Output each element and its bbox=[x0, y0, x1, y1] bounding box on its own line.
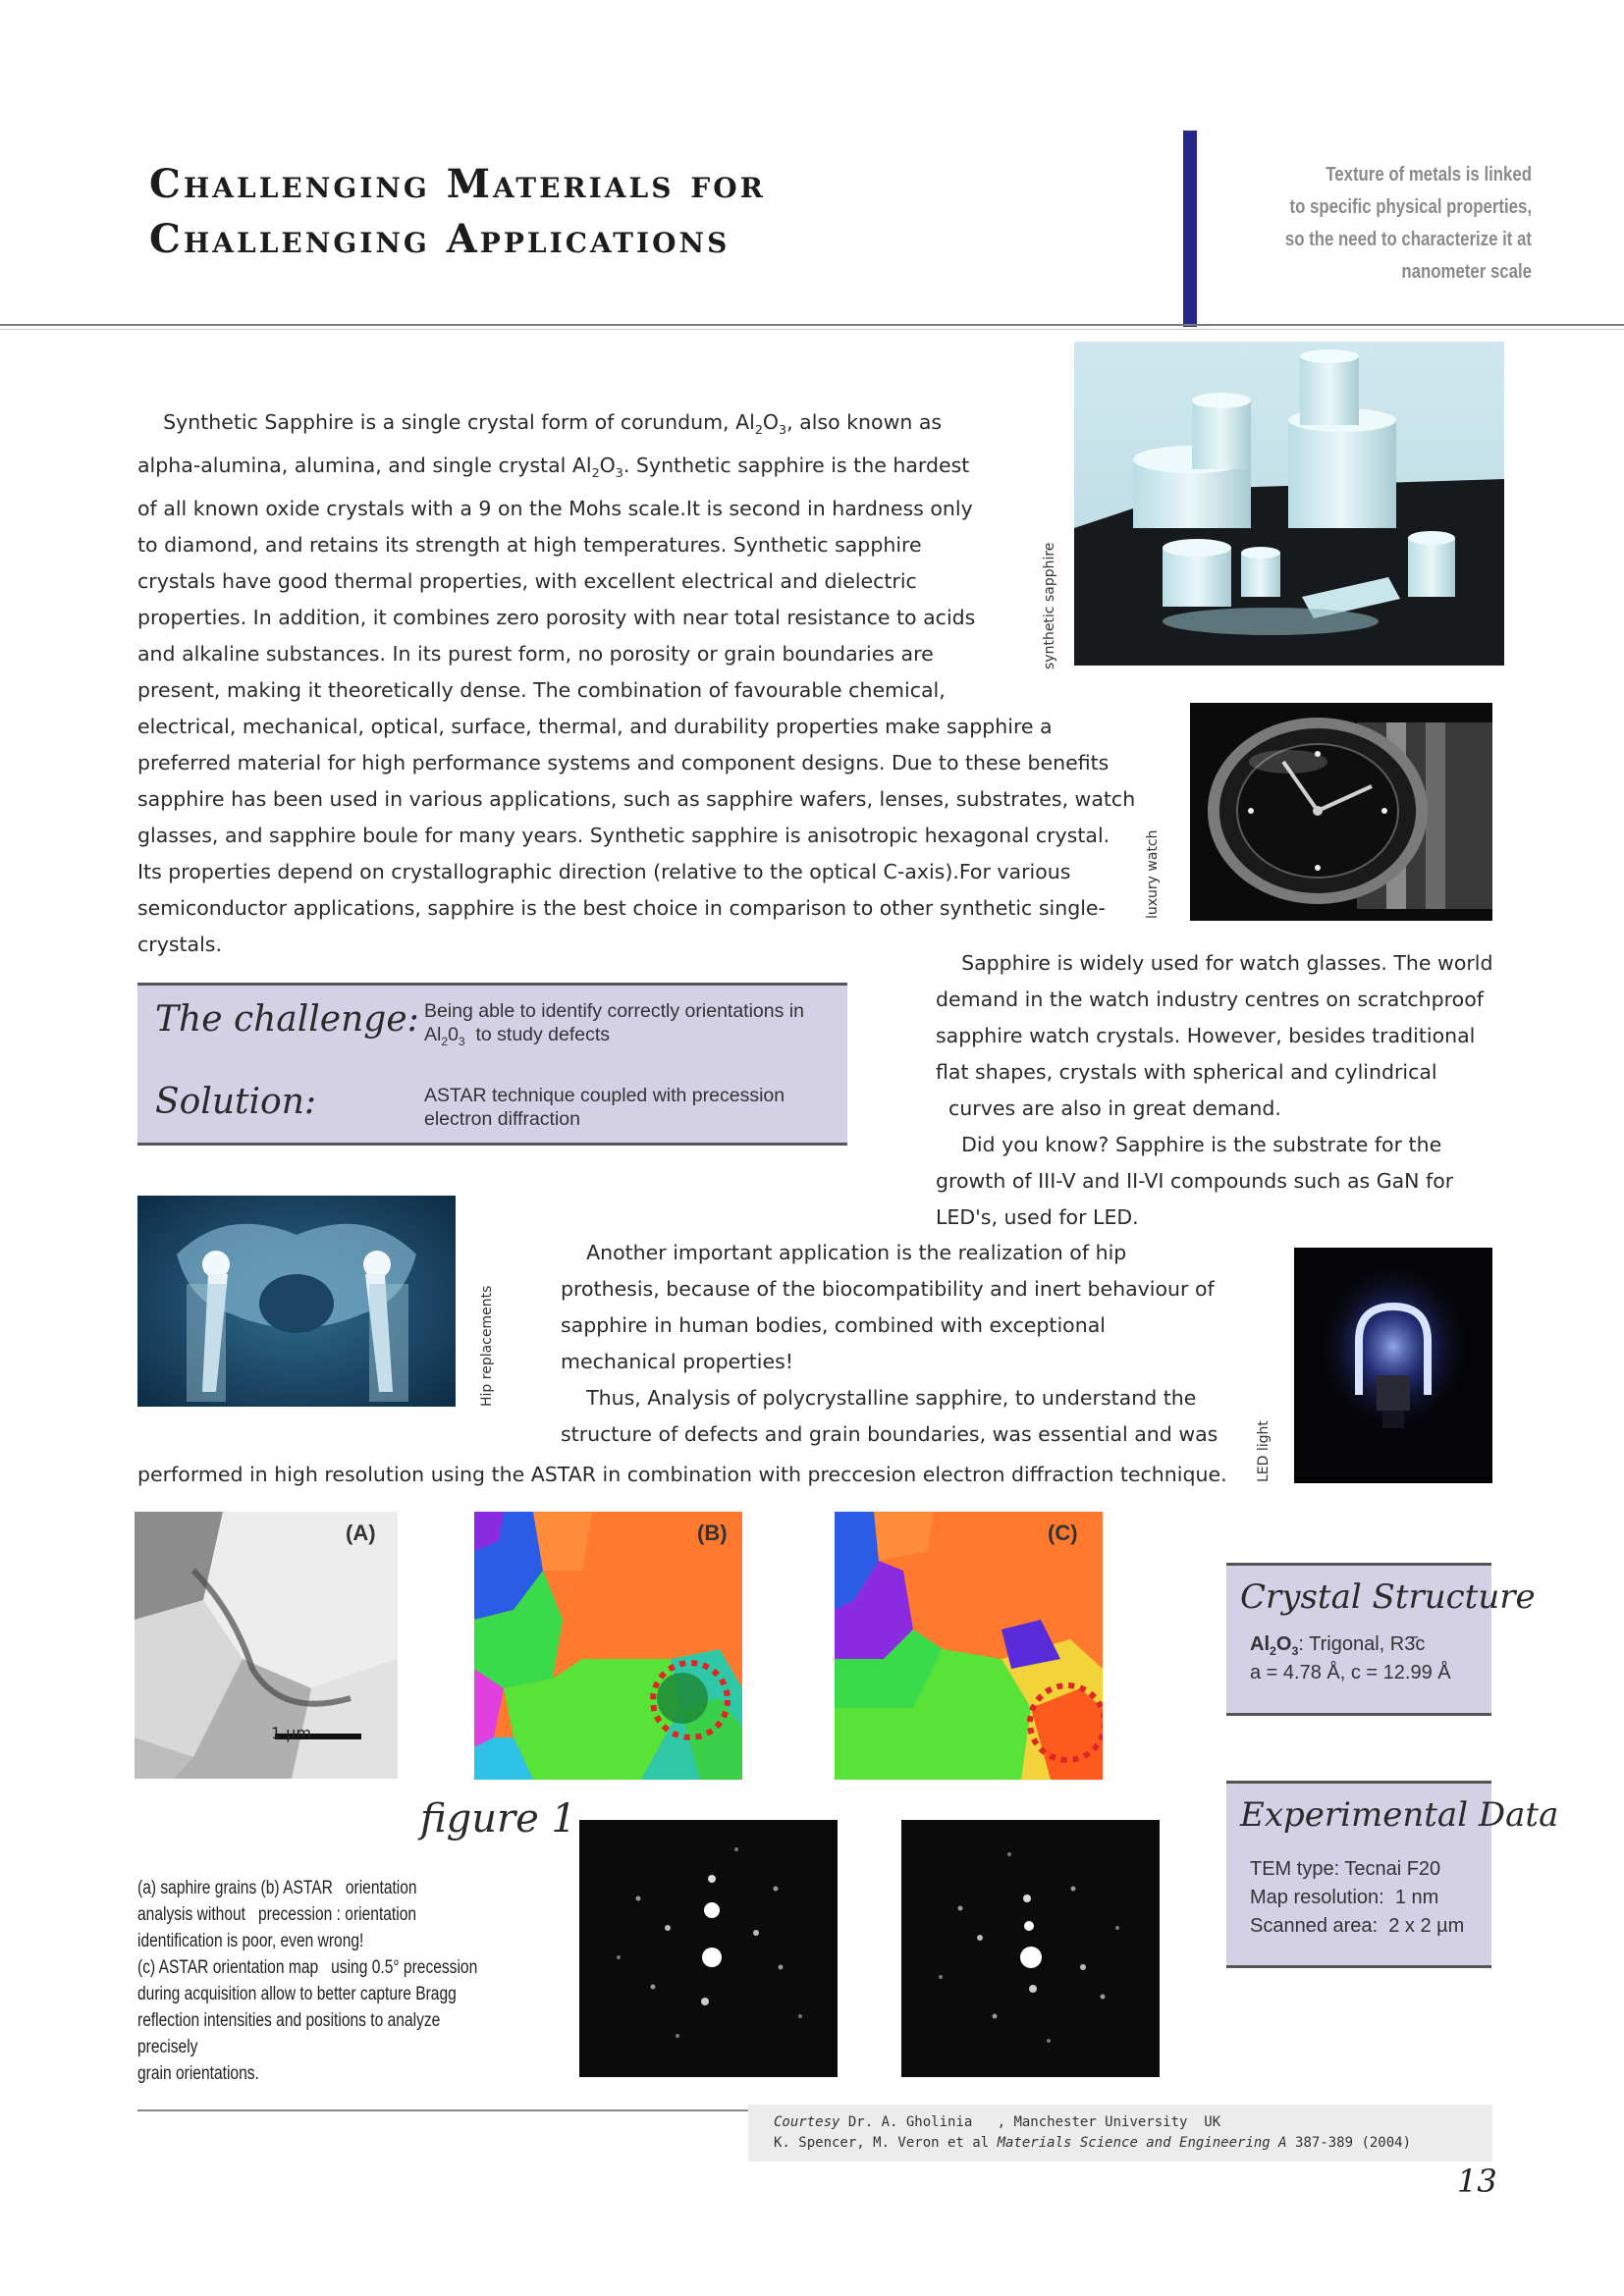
footer-credits bbox=[748, 2105, 1492, 2162]
luxury-watch-photo bbox=[1190, 703, 1492, 921]
crystal-structure-title: Crystal Structure bbox=[1240, 1577, 1536, 1617]
accent-bar bbox=[1183, 131, 1197, 327]
figure-panel-a bbox=[135, 1512, 398, 1779]
panel-a-label: (A) bbox=[346, 1521, 376, 1545]
hip-line: mechanical properties! bbox=[561, 1350, 793, 1373]
watch-paragraph bbox=[936, 945, 1493, 1236]
watch-line: growth of III-V and II-VI compounds such as GaN for bbox=[936, 1169, 1454, 1193]
tagline bbox=[1284, 159, 1532, 289]
figure-panel-b bbox=[474, 1512, 742, 1780]
tagline-line: Texture of metals is linked bbox=[1326, 164, 1532, 186]
title-line-1: Challenging Materials for bbox=[149, 161, 766, 207]
figure-panel-c bbox=[835, 1512, 1103, 1780]
intro-line: semiconductor applications, sapphire is the best choice in comparison to other synthetic single- bbox=[137, 896, 1106, 921]
experimental-line: TEM type: Tecnai F20 bbox=[1250, 1858, 1441, 1880]
intro-line: crystals have good thermal properties, with excellent electrical and dielectric bbox=[137, 569, 917, 594]
figure-caption-line: identification is poor, even wrong! bbox=[137, 1931, 364, 1951]
watch-line: curves are also in great demand. bbox=[936, 1096, 1281, 1120]
panel-b-label: (B) bbox=[697, 1521, 728, 1545]
intro-line: Its properties depend on crystallographic direction (relative to the optical C-axis).For various bbox=[137, 860, 1071, 884]
header-divider bbox=[0, 324, 1624, 326]
intro-line: crystals. bbox=[137, 933, 223, 957]
figure-caption-line: (a) saphire grains (b) ASTAR orientation bbox=[137, 1878, 417, 1898]
experimental-line: Map resolution: 1 nm bbox=[1250, 1887, 1439, 1908]
caption-hip-replacements: Hip replacements bbox=[479, 1285, 495, 1407]
header-divider-secondary bbox=[0, 329, 1624, 330]
figure-caption-line: grain orientations. bbox=[137, 2063, 259, 2084]
intro-line: Synthetic Sapphire is a single crystal form of corundum, $Al_2O_3$, also known as bbox=[137, 410, 943, 438]
figure-caption bbox=[137, 1875, 478, 2087]
panel-c-label: (C) bbox=[1048, 1521, 1078, 1545]
intro-line: sapphire has been used in various applications, such as sapphire wafers, lenses, substrates, watch bbox=[137, 787, 1136, 812]
tagline-line: to specific physical properties, bbox=[1289, 196, 1532, 218]
page-number: 13 bbox=[1457, 2163, 1497, 2200]
intro-line: of all known oxide crystals with a 9 on the Mohs scale.It is second in hardness only bbox=[137, 497, 973, 521]
hip-paragraph bbox=[561, 1235, 1248, 1453]
hip-line: Another important application is the realization of hip bbox=[561, 1241, 1127, 1264]
hip-xray-photo bbox=[137, 1196, 456, 1407]
intro-line: alpha-alumina, alumina, and single crystal $Al_2O_3$. Synthetic sapphire is the hardest bbox=[137, 454, 970, 481]
figure-caption-line: (c) ASTAR orientation map using 0.5° precession bbox=[137, 1957, 478, 1978]
watch-line: LED's, used for LED. bbox=[936, 1205, 1139, 1229]
diffraction-pattern-right bbox=[901, 1820, 1160, 2077]
challenge-box bbox=[137, 983, 847, 1146]
solution-label: Solution: bbox=[155, 1082, 317, 1122]
title-line-2: Challenging Applications bbox=[149, 216, 731, 262]
figure-caption-line: during acquisition allow to better capture Bragg bbox=[137, 1984, 457, 2004]
crystal-formula: $Al_2O_3$: Trigonal, R3̄c bbox=[1250, 1633, 1426, 1658]
challenge-text: Being able to identify correctly orientations in $Al_20_3$ to study defects bbox=[424, 1000, 804, 1048]
intro-line: present, making it theoretically dense. The combination of favourable chemical, bbox=[137, 678, 946, 703]
watch-line: sapphire watch crystals. However, besides traditional bbox=[936, 1024, 1476, 1047]
intro-line: glasses, and sapphire boule for many years. Synthetic sapphire is anisotropic hexagonal crystal. bbox=[137, 824, 1110, 848]
intro-line: to diamond, and retains its strength at high temperatures. Synthetic sapphire bbox=[137, 533, 922, 558]
caption-led-light: LED light bbox=[1256, 1420, 1272, 1482]
tagline-line: nanometer scale bbox=[1401, 261, 1532, 283]
challenge-label: The challenge: bbox=[155, 999, 419, 1040]
figure-title: figure 1 bbox=[420, 1796, 577, 1842]
intro-line: electrical, mechanical, optical, surface, thermal, and durability properties make sapphire a bbox=[137, 715, 1053, 739]
page-title bbox=[149, 157, 1131, 267]
watch-line: flat shapes, crystals with spherical and cylindrical bbox=[936, 1060, 1437, 1084]
experimental-data-title: Experimental Data bbox=[1240, 1795, 1559, 1835]
diffraction-pattern-left bbox=[579, 1820, 838, 2077]
crystal-lattice: a = 4.78 Å, c = 12.99 Å bbox=[1250, 1662, 1451, 1683]
intro-line: and alkaline substances. In its purest form, no porosity or grain boundaries are bbox=[137, 642, 934, 667]
intro-paragraph bbox=[137, 404, 1136, 963]
hip-line: sapphire in human bodies, combined with exceptional bbox=[561, 1313, 1106, 1337]
watch-line: Did you know? Sapphire is the substrate for the bbox=[936, 1133, 1442, 1156]
scale-bar-label: 1 µm bbox=[271, 1724, 312, 1742]
figure-caption-line: reflection intensities and positions to analyze precisely bbox=[137, 2010, 441, 2057]
intro-line: properties. In addition, it combines zero porosity with near total resistance to acids bbox=[137, 606, 976, 630]
intro-line: preferred material for high performance systems and component designs. Due to these benefits bbox=[137, 751, 1110, 775]
hip-line: prothesis, because of the biocompatibility and inert behaviour of bbox=[561, 1277, 1215, 1301]
experimental-data-box bbox=[1226, 1781, 1559, 1968]
solution-text: ASTAR technique coupled with precession electron diffraction bbox=[424, 1085, 785, 1130]
courtesy-line: Courtesy Dr. A. Gholinia , Manchester University UK bbox=[774, 2114, 1221, 2130]
hip-line: structure of defects and grain boundaries, was essential and was bbox=[561, 1422, 1218, 1446]
synthetic-sapphire-photo bbox=[1074, 342, 1504, 666]
caption-luxury-watch: luxury watch bbox=[1145, 829, 1161, 919]
hip-line: Thus, Analysis of polycrystalline sapphire, to understand the bbox=[561, 1386, 1197, 1410]
caption-synthetic-sapphire: synthetic sapphire bbox=[1042, 542, 1057, 669]
tagline-line: so the need to characterize it at bbox=[1284, 229, 1532, 250]
watch-line: Sapphire is widely used for watch glasses. The world bbox=[936, 951, 1493, 975]
hip-last-line: performed in high resolution using the ASTAR in combination with preccesion electron diffraction technique. bbox=[137, 1463, 1227, 1486]
figure-caption-line: analysis without precession : orientation bbox=[137, 1904, 417, 1925]
reference-line: K. Spencer, M. Veron et al Materials Science and Engineering A 387-389 (2004) bbox=[774, 2135, 1412, 2151]
led-light-photo bbox=[1294, 1248, 1492, 1483]
crystal-structure-box bbox=[1226, 1563, 1536, 1716]
watch-line: demand in the watch industry centres on scratchproof bbox=[936, 988, 1484, 1011]
experimental-line: Scanned area: 2 x 2 µm bbox=[1250, 1915, 1465, 1937]
